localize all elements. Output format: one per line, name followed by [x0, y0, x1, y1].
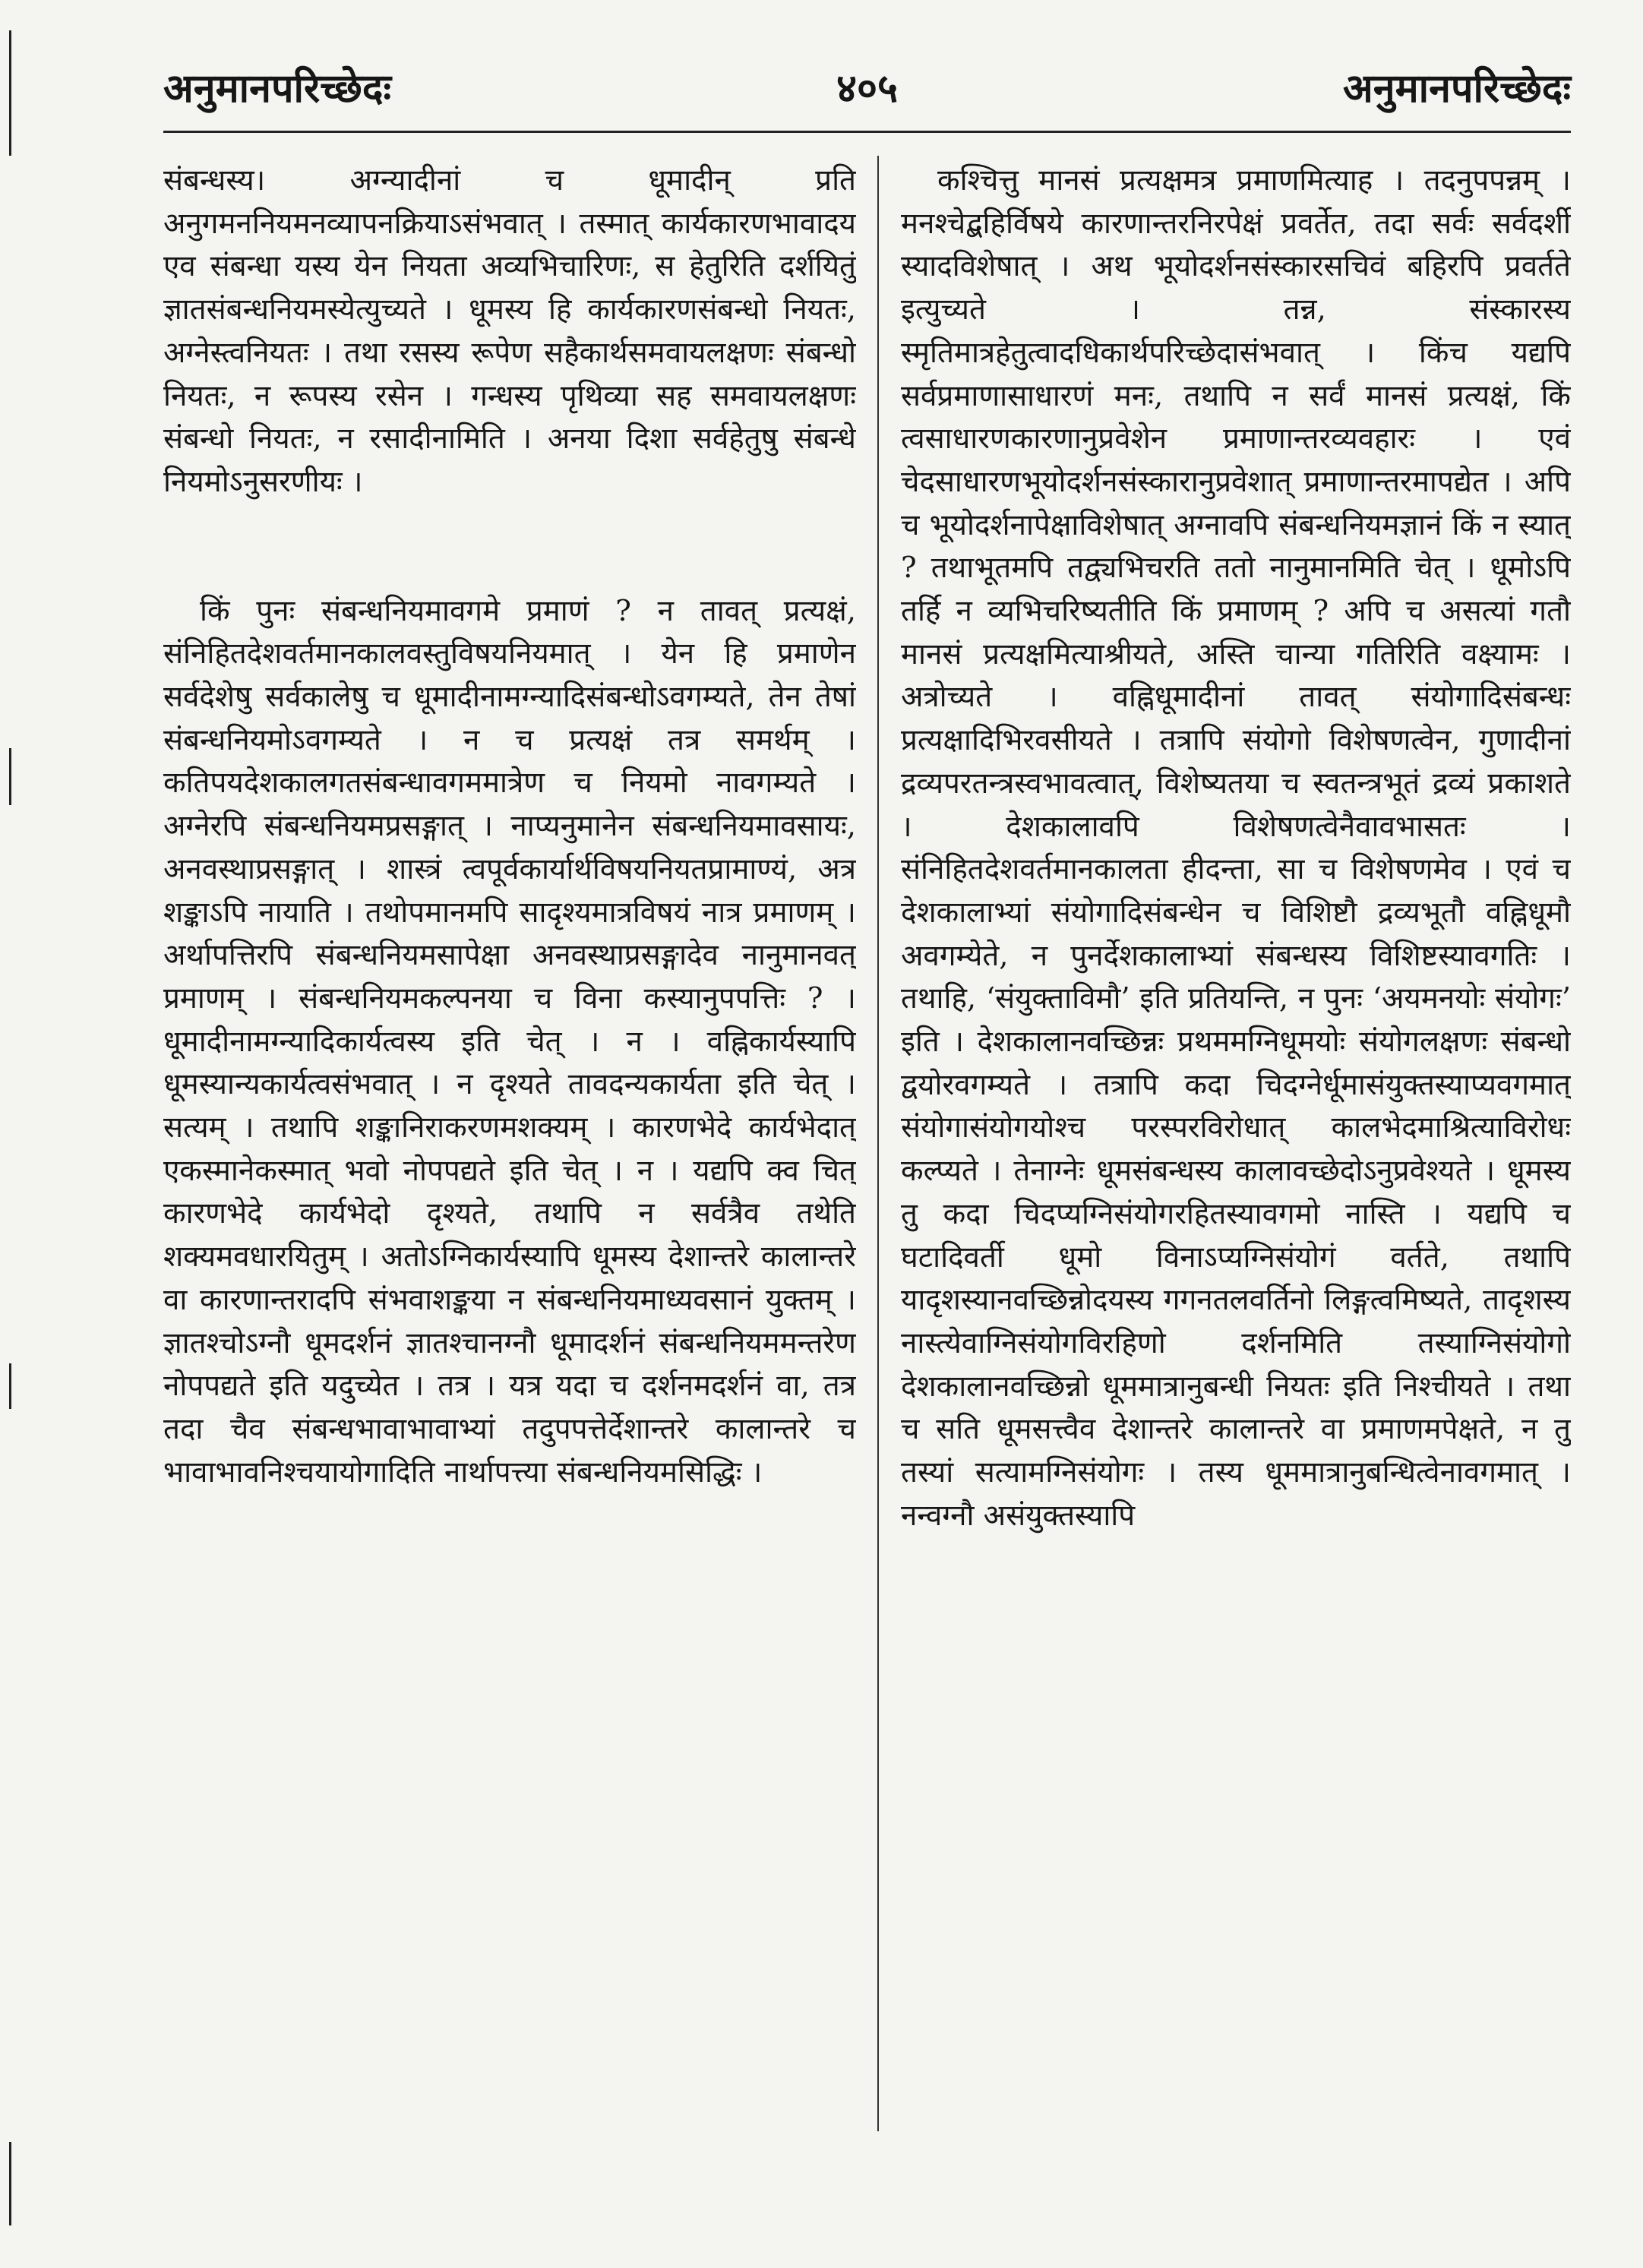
header-rule [163, 131, 1571, 133]
scan-margin-mark-lower [9, 1363, 11, 1409]
left-paragraph-1: संबन्धस्य। अग्न्यादीनां च धूमादीन् प्रति अनुगमननियमनव्यापनक्रियाऽसंभवात् । तस्मात् कार्यकारणभावादय एव संबन्धा यस्य येन नियता अव्यभिचारिणः, स हेतुरिति दर्शयितुं ज्ञातसंबन्धनियमस्येत्युच्यते । धूमस्य हि कार्यकारणसंबन्धो नियतः, अग्नेस्त्वनियतः । तथा रसस्य रूपेण सहैकार्थसमवायलक्षणः संबन्धो नियतः, न रूपस्य रसेन । गन्धस्य पृथिव्या सह समवायलक्षणः संबन्धो नियतः, न रसादीनामिति । अनया दिशा सर्वहेतुषु संबन्धे नियमोऽनुसरणीयः । [163, 163, 856, 499]
running-title-left: अनुमानपरिच्छेदः [163, 65, 391, 112]
page-number: ४०५ [836, 65, 899, 112]
paragraph-gap [163, 504, 856, 590]
right-column [901, 160, 1571, 2135]
right-paragraph-1: कश्चित्तु मानसं प्रत्यक्षमत्र प्रमाणमित्याह । तदनुपपन्नम् । मनश्चेद्बहिर्विषये कारणान्तरनिरपेक्षं प्रवर्तेत, तदा सर्वः सर्वदर्शी स्यादविशेषात् । अथ भूयोदर्शनसंस्कारसचिवं बहिरपि प्रवर्तते इत्युच्यते । तन्न, संस्कारस्य स्मृतिमात्रहेतुत्वादधिकार्थपरिच्छेदासंभवात् । किंच यद्यपि सर्वप्रमाणासाधारणं मनः, तथापि न सर्वं मानसं प्रत्यक्षं, किं त्वसाधारणकारणानुप्रवेशेन प्रमाणान्तरव्यवहारः । एवं चेदसाधारणभूयोदर्शनसंस्कारानुप्रवेशात् प्रमाणान्तरमापद्येत । अपि च भूयोदर्शनापेक्षाविशेषात् अग्नावपि संबन्धनियमज्ञानं किं न स्यात् ? तथाभूतमपि तद्व्यभिचरति ततो नानुमानमिति चेत् । धूमोऽपि तर्हि न व्यभिचरिष्यतीति किं प्रमाणम् ? अपि च असत्यां गतौ मानसं प्रत्यक्षमित्याश्रीयते, अस्ति चान्या गतिरिति वक्ष्यामः । अत्रोच्यते । वह्निधूमादीनां तावत् संयोगादिसंबन्धः प्रत्यक्षादिभिरवसीयते । तत्रापि संयोगो विशेषणत्वेन, गुणादीनां द्रव्यपरतन्त्रस्वभावत्वात्, विशेष्यतया च स्वतन्त्रभूतं द्रव्यं प्रकाशते । देशकालावपि विशेषणत्वेनैवावभासतः । संनिहितदेशवर्तमानकालता हीदन्ता, सा च विशेषणमेव । एवं च देशकालाभ्यां संयोगादिसंबन्धेन च विशिष्टौ द्रव्यभूतौ वह्निधूमौ अवगम्येते, न पुनर्देशकालाभ्यां संबन्धस्य विशिष्टस्यावगतिः । तथाहि, ‘संयुक्ताविमौ’ इति प्रतियन्ति, न पुनः ‘अयमनयोः संयोगः’ इति । देशकालानवच्छिन्नः प्रथममग्निधूमयोः संयोगलक्षणः संबन्धो द्वयोरवगम्यते । तत्रापि कदा चिदग्नेर्धूमासंयुक्तस्याप्यवगमात् संयोगासंयोगयोश्च परस्परविरोधात् कालभेदमाश्रित्याविरोधः कल्प्यते । तेनाग्नेः धूमसंबन्धस्य कालावच्छेदोऽनुप्रवेश्यते । धूमस्य तु कदा चिदप्यग्निसंयोगरहितस्यावगमो नास्ति । यद्यपि च घटादिवर्ती धूमो विनाऽप्यग्निसंयोगं वर्तते, तथापि यादृशस्यानवच्छिन्नोदयस्य गगनतलवर्तिनो लिङ्गत्वमिष्यते, तादृशस्य नास्त्येवाग्निसंयोगविरहिणो दर्शनमिति तस्याग्निसंयोगो देशकालानवच्छिन्नो धूममात्रानुबन्धी नियतः इति निश्चीयते । तथा च सति धूमसत्त्वैव देशान्तरे कालान्तरे वा प्रमाणमपेक्षते, न तु तस्यां सत्यामग्निसंयोगः । तस्य धूममात्रानुबन्धित्वेनावगमात् । नन्वग्नौ असंयुक्तस्यापि [901, 163, 1571, 1533]
scan-margin-mark-bottom [9, 2142, 11, 2225]
page-header [163, 62, 1571, 115]
running-title-right: अनुमानपरिच्छेदः [1343, 65, 1571, 112]
scan-margin-mark-top [9, 30, 11, 156]
column-divider [877, 156, 879, 2131]
scan-margin-mark-mid [9, 748, 11, 805]
left-column [163, 160, 856, 2135]
left-paragraph-2: किं पुनः संबन्धनियमावगमे प्रमाणं ? न तावत् प्रत्यक्षं, संनिहितदेशवर्तमानकालवस्तुविषयनियमात् । येन हि प्रमाणेन सर्वदेशेषु सर्वकालेषु च धूमादीनामग्न्यादिसंबन्धोऽवगम्यते, तेन तेषां संबन्धनियमोऽवगम्यते । न च प्रत्यक्षं तत्र समर्थम् । कतिपयदेशकालगतसंबन्धावगममात्रेण च नियमो नावगम्यते । अग्नेरपि संबन्धनियमप्रसङ्गात् । नाप्यनुमानेन संबन्धनियमावसायः, अनवस्थाप्रसङ्गात् । शास्त्रं त्वपूर्वकार्यार्थविषयनियतप्रामाण्यं, अत्र शङ्काऽपि नायाति । तथोपमानमपि सादृश्यमात्रविषयं नात्र प्रमाणम् । अर्थापत्तिरपि संबन्धनियमसापेक्षा अनवस्थाप्रसङ्गादेव नानुमानवत् प्रमाणम् । संबन्धनियमकल्पनया च विना कस्यानुपपत्तिः ? । धूमादीनामग्न्यादिकार्यत्वस्य इति चेत् । न । वह्निकार्यस्यापि धूमस्यान्यकार्यत्वसंभवात् । न दृश्यते तावदन्यकार्यता इति चेत् । सत्यम् । तथापि शङ्कानिराकरणमशक्यम् । कारणभेदे कार्यभेदात् एकस्मानेकस्मात् भवो नोपपद्यते इति चेत् । न । यद्यपि क्व चित् कारणभेदे कार्यभेदो दृश्यते, तथापि न सर्वत्रैव तथेति शक्यमवधारयितुम् । अतोऽग्निकार्यस्यापि धूमस्य देशान्तरे कालान्तरे वा कारणान्तरादपि संभवाशङ्कया न संबन्धनियमाध्यवसानं युक्तम् । ज्ञातश्चोऽग्नौ धूमदर्शनं ज्ञातश्चानग्नौ धूमादर्शनं संबन्धनियममन्तरेण नोपपद्यते इति यदुच्येत । तत्र । यत्र यदा च दर्शनमदर्शनं वा, तत्र तदा चैव संबन्धभावाभावाभ्यां तदुपपत्तेर्देशान्तरे कालान्तरे च भावाभावनिश्चयायोगादिति नार्थापत्त्या संबन्धनियमसिद्धिः । [163, 593, 856, 1489]
